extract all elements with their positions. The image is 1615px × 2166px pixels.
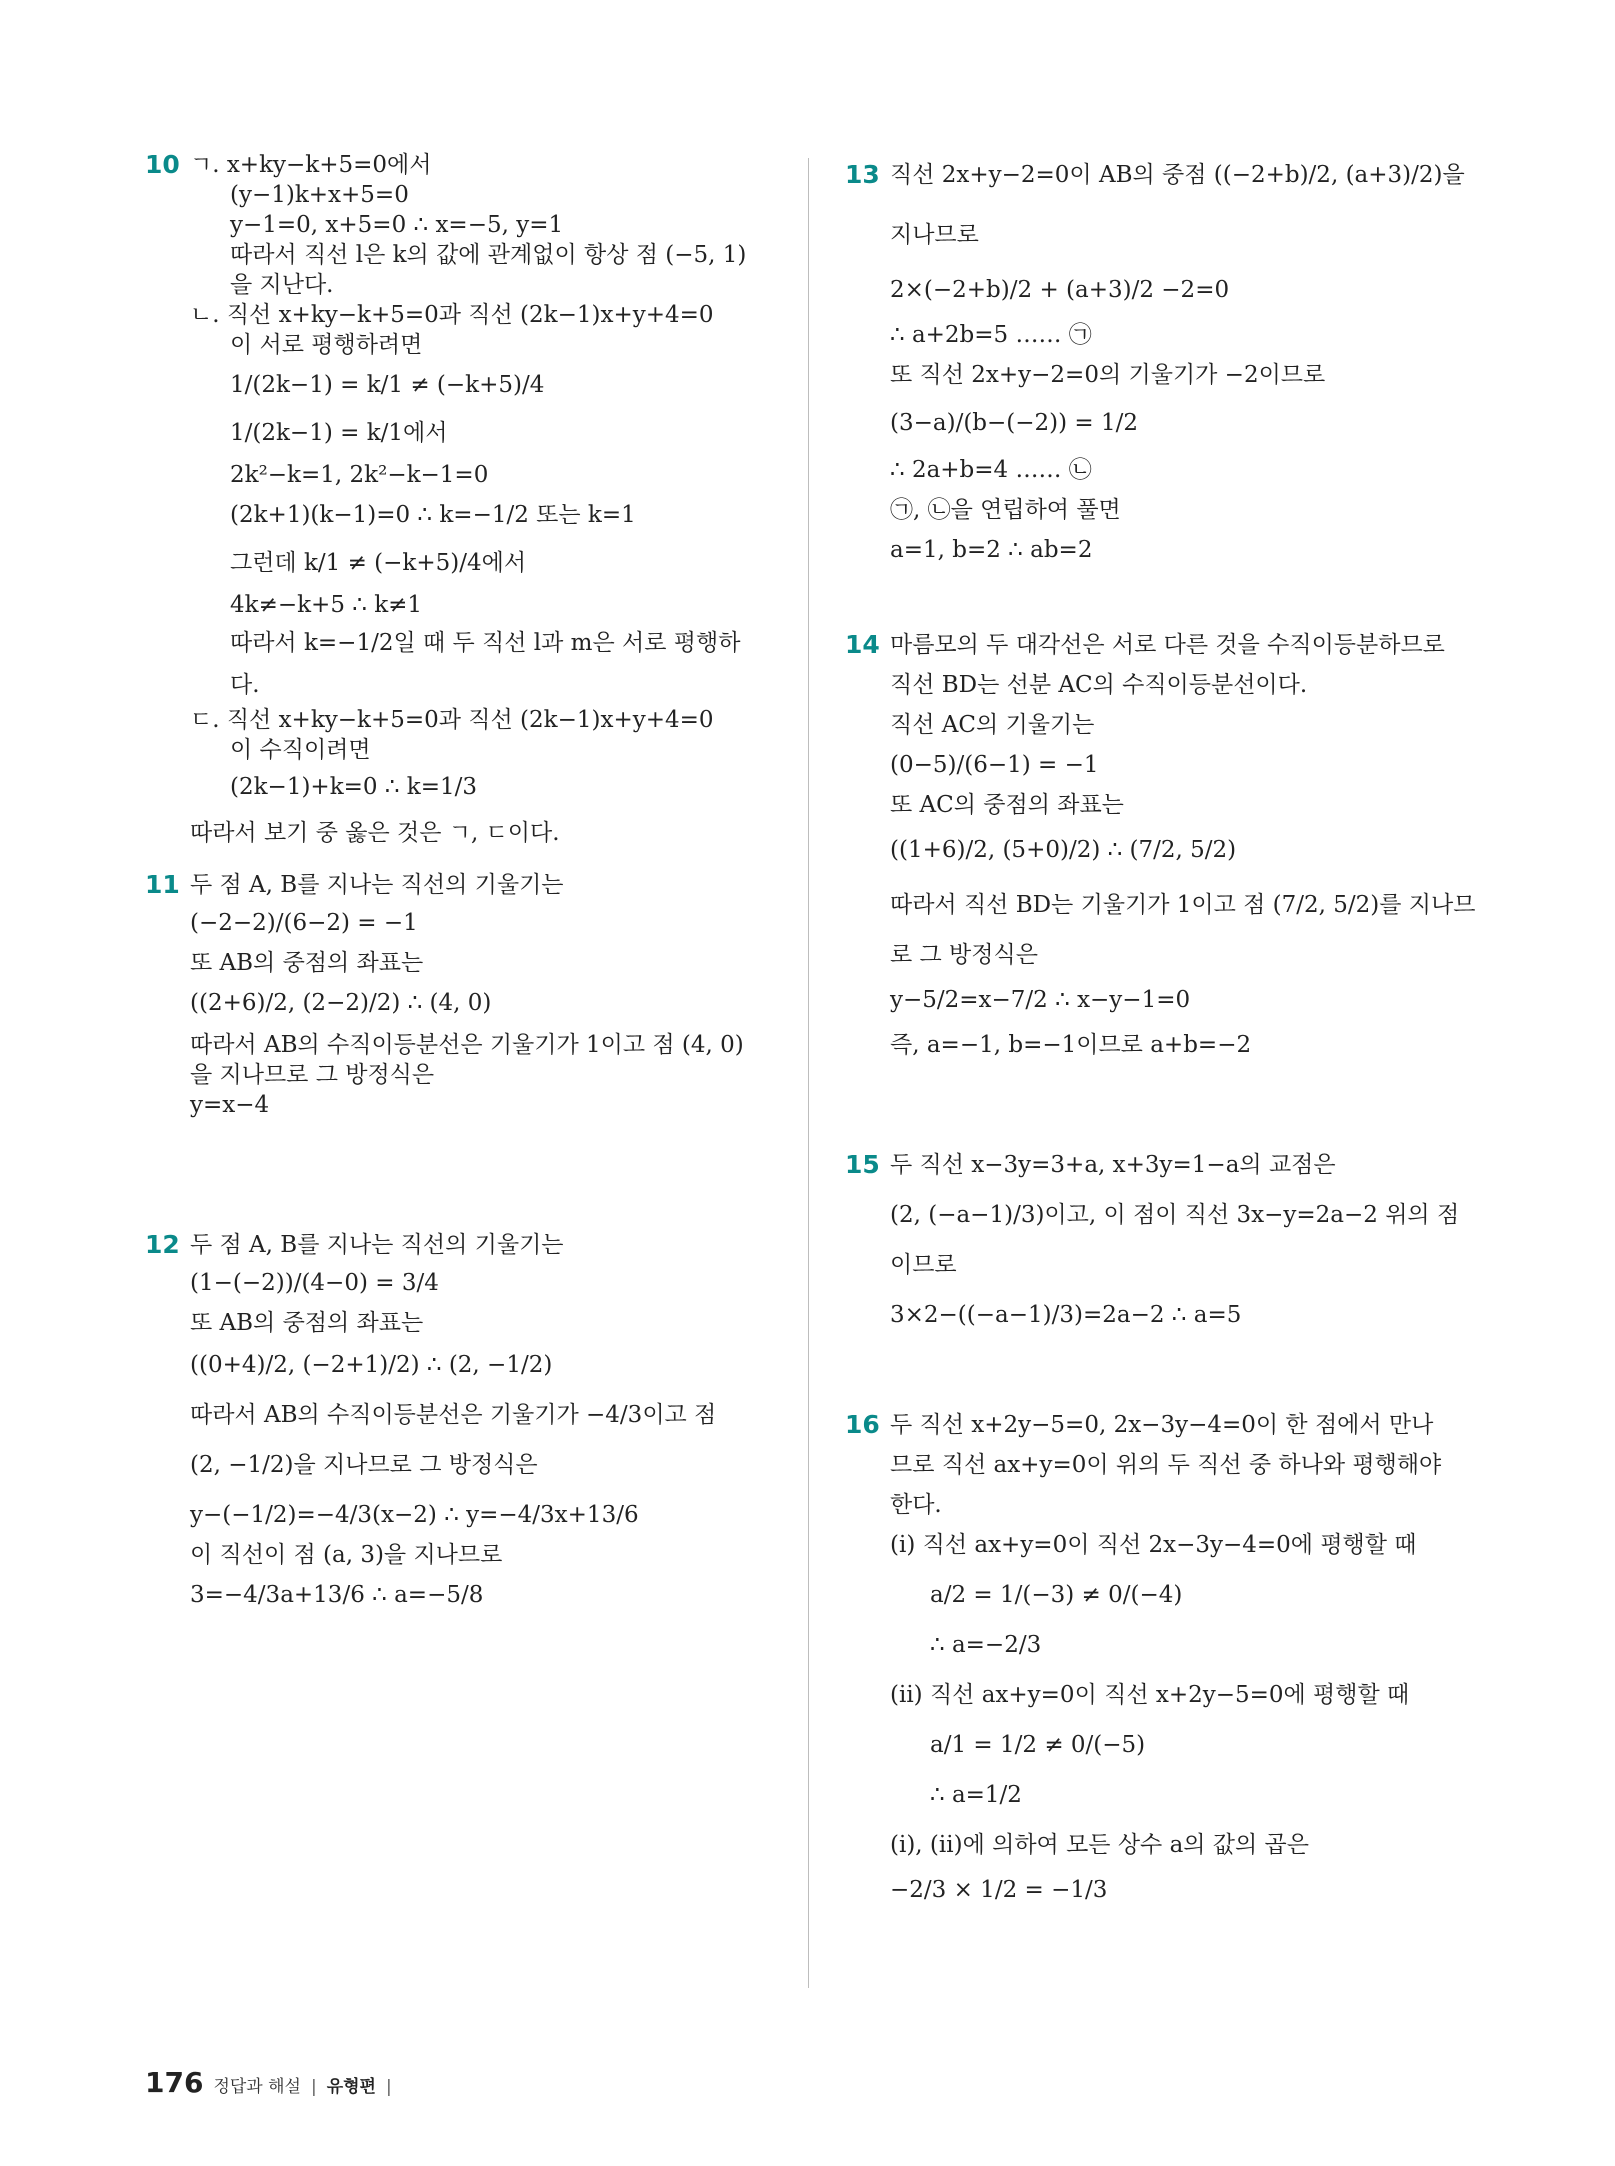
solution-line: y−1=0, x+5=0 ∴ x=−5, y=1 [230,212,564,238]
solution-line: ㄱ. x+ky−k+5=0에서 [190,152,432,178]
solution-line: ∴ a=1/2 [930,1782,1022,1808]
solution-line: 을 지나므로 그 방정식은 [190,1062,435,1088]
solution-line: 이 직선이 점 (a, 3)을 지나므로 [190,1542,503,1568]
separator: | [385,2077,392,2097]
problem-number: 15 [845,1150,880,1179]
problem-number: 16 [845,1410,880,1439]
column-divider [808,158,809,1988]
solution-line: (2k+1)(k−1)=0 ∴ k=−1/2 또는 k=1 [230,502,636,528]
book-title: 정답과 해설 [213,2077,301,2097]
solution-line: 즉, a=−1, b=−1이므로 a+b=−2 [890,1032,1252,1058]
solution-line: 또 직선 2x+y−2=0의 기울기가 −2이므로 [890,362,1326,388]
solution-line: 마름모의 두 대각선은 서로 다른 것을 수직이등분하므로 [890,632,1445,658]
solution-line: 그런데 k/1 ≠ (−k+5)/4에서 [230,550,527,576]
solution-line: ((1+6)/2, (5+0)/2) ∴ (7/2, 5/2) [890,837,1237,863]
solution-line: 직선 BD는 선분 AC의 수직이등분선이다. [890,672,1308,698]
solution-line: 다. [230,672,260,698]
solution-line: 따라서 직선 l은 k의 값에 관계없이 항상 점 (−5, 1) [230,242,747,268]
solution-line: y−5/2=x−7/2 ∴ x−y−1=0 [890,987,1191,1013]
solution-line: a/1 = 1/2 ≠ 0/(−5) [930,1732,1146,1758]
solution-line: (−2−2)/(6−2) = −1 [190,910,418,936]
solution-line: 따라서 k=−1/2일 때 두 직선 l과 m은 서로 평행하 [230,630,741,656]
solution-line: 따라서 AB의 수직이등분선은 기울기가 −4/3이고 점 [190,1402,717,1428]
solution-line: y=x−4 [190,1092,270,1118]
solution-line: ∴ 2a+b=4 …… ㉡ [890,457,1092,483]
solution-line: (2, (−a−1)/3)이고, 이 점이 직선 3x−y=2a−2 위의 점 [890,1202,1460,1228]
solution-line: 한다. [890,1492,942,1518]
problem-number: 11 [145,870,180,899]
solution-line: 을 지난다. [230,272,334,298]
section-title: 유형편 [326,2077,376,2097]
problem-number: 10 [145,150,180,179]
problem-number: 13 [845,160,880,189]
solution-line: (2, −1/2)을 지나므로 그 방정식은 [190,1452,538,1478]
solution-line: 두 점 A, B를 지나는 직선의 기울기는 [190,872,564,898]
solution-line: ∴ a+2b=5 …… ㉠ [890,322,1092,348]
page-footer [145,2066,392,2099]
solution-line: 이므로 [890,1252,957,1278]
solution-line: (1−(−2))/(4−0) = 3/4 [190,1270,439,1296]
solution-line: 따라서 AB의 수직이등분선은 기울기가 1이고 점 (4, 0) [190,1032,744,1058]
solution-line: 두 점 A, B를 지나는 직선의 기울기는 [190,1232,564,1258]
solution-line: (ⅰ) 직선 ax+y=0이 직선 2x−3y−4=0에 평행할 때 [890,1532,1417,1558]
solution-line: 1/(2k−1) = k/1에서 [230,420,448,446]
solution-line: 두 직선 x+2y−5=0, 2x−3y−4=0이 한 점에서 만나 [890,1412,1434,1438]
solution-line: a=1, b=2 ∴ ab=2 [890,537,1093,563]
solution-line: y−(−1/2)=−4/3(x−2) ∴ y=−4/3x+13/6 [190,1502,639,1528]
solution-line: ㉠, ㉡을 연립하여 풀면 [890,497,1121,523]
problem-number: 12 [145,1230,180,1259]
solution-line: 또 AB의 중점의 좌표는 [190,950,424,976]
solution-line: 이 서로 평행하려면 [230,332,423,358]
solution-line: ((2+6)/2, (2−2)/2) ∴ (4, 0) [190,990,492,1016]
solution-line: a/2 = 1/(−3) ≠ 0/(−4) [930,1582,1183,1608]
solution-line: 이 수직이려면 [230,737,371,763]
solution-line: ㄴ. 직선 x+ky−k+5=0과 직선 (2k−1)x+y+4=0 [190,302,714,328]
solution-line: 로 그 방정식은 [890,942,1038,968]
solution-line: 1/(2k−1) = k/1 ≠ (−k+5)/4 [230,372,545,398]
solution-line: 3×2−((−a−1)/3)=2a−2 ∴ a=5 [890,1302,1242,1328]
solution-line: ((0+4)/2, (−2+1)/2) ∴ (2, −1/2) [190,1352,553,1378]
problem-number: 14 [845,630,880,659]
solution-line: 4k≠−k+5 ∴ k≠1 [230,592,423,618]
solution-line: ∴ a=−2/3 [930,1632,1042,1658]
solution-line: 지나므로 [890,222,979,248]
solution-line: 직선 AC의 기울기는 [890,712,1095,738]
solution-line: 따라서 직선 BD는 기울기가 1이고 점 (7/2, 5/2)를 지나므 [890,892,1476,918]
solution-line: 2k²−k=1, 2k²−k−1=0 [230,462,489,488]
solution-line: 3=−4/3a+13/6 ∴ a=−5/8 [190,1582,484,1608]
solution-line: −2/3 × 1/2 = −1/3 [890,1877,1108,1903]
solution-line: (2k−1)+k=0 ∴ k=1/3 [230,774,478,800]
solution-line: 또 AB의 중점의 좌표는 [190,1310,424,1336]
solution-line: 2×(−2+b)/2 + (a+3)/2 −2=0 [890,277,1230,303]
solution-line: (ⅰ), (ⅱ)에 의하여 모든 상수 a의 값의 곱은 [890,1832,1309,1858]
solution-line: (0−5)/(6−1) = −1 [890,752,1099,778]
separator: | [310,2077,317,2097]
solution-line: 직선 2x+y−2=0이 AB의 중점 ((−2+b)/2, (a+3)/2)을 [890,162,1465,188]
solution-line: (ⅱ) 직선 ax+y=0이 직선 x+2y−5=0에 평행할 때 [890,1682,1410,1708]
solution-line: ㄷ. 직선 x+ky−k+5=0과 직선 (2k−1)x+y+4=0 [190,707,714,733]
solution-line: 또 AC의 중점의 좌표는 [890,792,1124,818]
page-number: 176 [145,2066,204,2099]
solution-line: 따라서 보기 중 옳은 것은 ㄱ, ㄷ이다. [190,820,560,846]
solution-line: (3−a)/(b−(−2)) = 1/2 [890,410,1139,436]
solution-line: (y−1)k+x+5=0 [230,182,409,208]
solution-line: 므로 직선 ax+y=0이 위의 두 직선 중 하나와 평행해야 [890,1452,1442,1478]
solution-line: 두 직선 x−3y=3+a, x+3y=1−a의 교점은 [890,1152,1336,1178]
